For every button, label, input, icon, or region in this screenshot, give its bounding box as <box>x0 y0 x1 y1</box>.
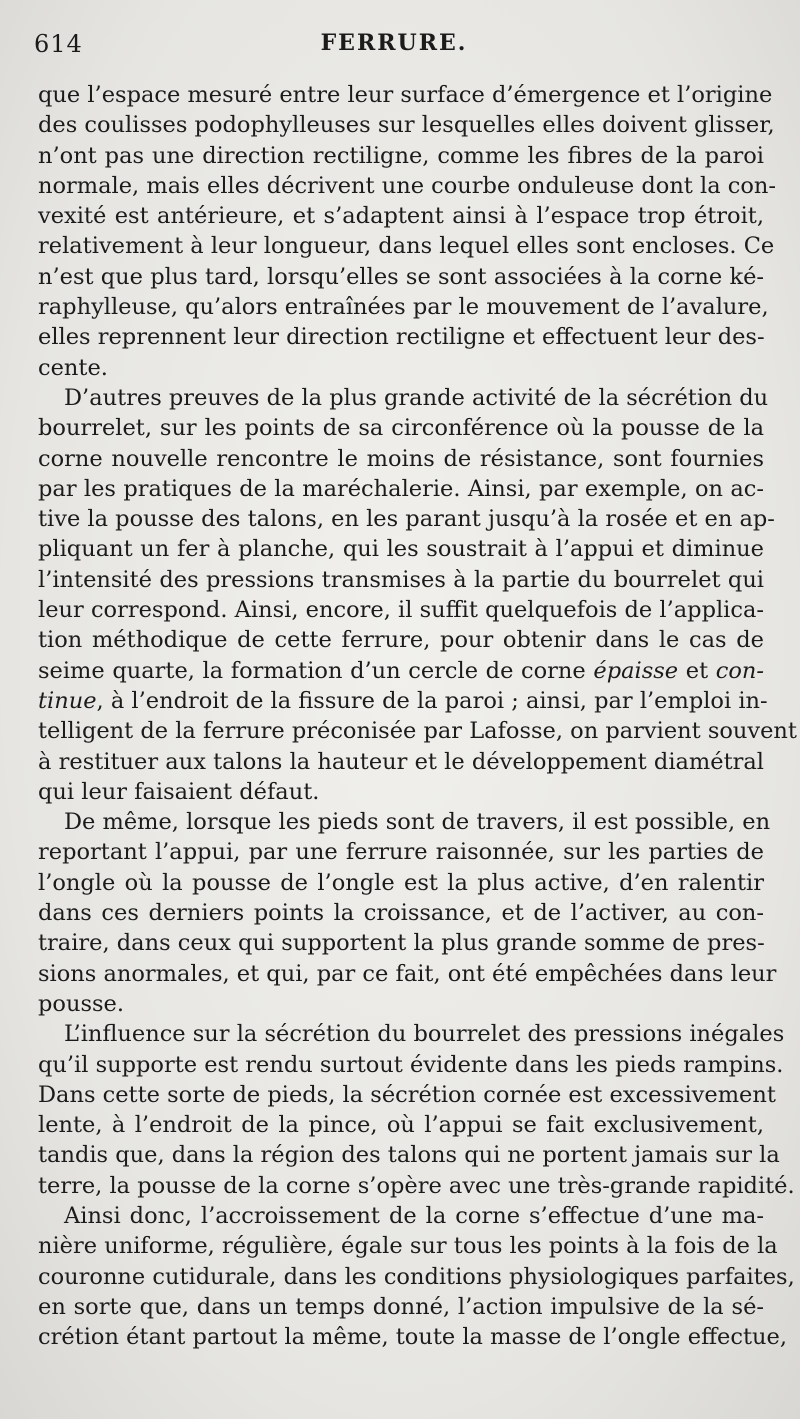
text-line <box>38 868 764 898</box>
text-line <box>38 595 764 625</box>
line-text: relativement à leur longueur, dans lequel elles sont encloses. Ce <box>38 233 775 260</box>
text-line <box>38 1140 780 1170</box>
body-text <box>38 80 797 1352</box>
line-text: D’autres preuves de la plus grande activité de la sécrétion du <box>64 384 769 411</box>
text-line <box>38 1080 776 1110</box>
line-text: normale, mais elles décrivent une courbe onduleuse dont la con- <box>38 172 777 199</box>
text-line <box>38 777 764 807</box>
line-text: leur correspond. Ainsi, encore, il suffit quelquefois de l’applica- <box>38 597 764 624</box>
text-line <box>38 807 771 837</box>
line-text: traire, dans ceux qui supportent la plus grande somme de pres- <box>38 930 765 957</box>
line-text: raphylleuse, qu’alors entraînées par le mouvement de l’avalure, <box>38 294 769 321</box>
text-line <box>38 625 764 655</box>
line-text: telligent de la ferrure préconisée par Lafosse, on parvient souvent <box>38 718 797 745</box>
line-text: sions anormales, et qui, par ce fait, ont été empêchées dans leur <box>38 960 777 987</box>
line-text: elles reprennent leur direction rectiligne et effectuent leur des- <box>38 324 765 351</box>
text-line <box>38 1231 778 1261</box>
text-line <box>38 504 775 534</box>
line-text: par les pratiques de la maréchalerie. Ainsi, par exemple, on ac- <box>38 475 764 502</box>
text-line <box>38 262 764 292</box>
text-line <box>38 444 764 474</box>
text-line <box>38 959 777 989</box>
line-text: tive la pousse des talons, en les parant jusqu’à la rosée et en ap- <box>38 506 775 533</box>
text-line <box>38 747 764 777</box>
text-line <box>38 1110 764 1140</box>
text-line <box>38 534 764 564</box>
text-line <box>38 1262 795 1292</box>
line-text: seime quarte, la formation d’un cercle de corne <box>38 657 586 684</box>
italic-text: con- <box>715 657 764 684</box>
text-line <box>38 413 764 443</box>
text-line <box>38 383 769 413</box>
text-line <box>38 656 764 686</box>
text-line <box>38 565 764 595</box>
line-text: bourrelet, sur les points de sa circonférence où la pousse de la <box>38 415 764 442</box>
line-text: couronne cutidurale, dans les conditions physiologiques parfaites, <box>38 1263 795 1290</box>
running-head: FERRURE. <box>320 30 468 56</box>
line-text: terre, la pousse de la corne s’opère avec une très-grande rapidité. <box>38 1172 795 1199</box>
line-text: l’intensité des pressions transmises à la partie du bourrelet qui <box>38 566 764 593</box>
text-line <box>38 1322 787 1352</box>
text-line <box>38 716 797 746</box>
text-line <box>38 1050 784 1080</box>
text-line <box>38 1019 785 1049</box>
line-text: des coulisses podophylleuses sur lesquelles elles doivent glisser, <box>38 112 775 139</box>
line-text: De même, lorsque les pieds sont de travers, il est possible, en <box>64 809 771 836</box>
text-line <box>38 353 764 383</box>
text-line <box>38 201 764 231</box>
line-text: que l’espace mesuré entre leur surface d’émergence et l’origine <box>38 82 773 108</box>
line-text: vexité est antérieure, et s’adaptent ainsi à l’espace trop étroit, <box>38 203 764 230</box>
page-header <box>34 30 754 66</box>
text-line <box>38 474 764 504</box>
page-number: 614 <box>34 30 83 58</box>
line-text: n’est que plus tard, lorsqu’elles se sont associées à la corne ké- <box>38 263 764 290</box>
text-line <box>38 1171 795 1201</box>
line-text: l’ongle où la pousse de l’ongle est la plus active, d’en ralentir <box>38 869 764 896</box>
line-text: Ainsi donc, l’accroissement de la corne s’effectue d’une ma- <box>64 1202 764 1229</box>
text-line <box>38 928 764 958</box>
line-text: n’ont pas une direction rectiligne, comme les fibres de la paroi <box>38 142 764 169</box>
line-text: pliquant un fer à planche, qui les soustrait à l’appui et diminue <box>38 536 764 563</box>
italic-text: tinue <box>38 687 97 714</box>
italic-text: épaisse <box>593 657 679 684</box>
line-text: L’influence sur la sécrétion du bourrelet des pressions inégales <box>64 1021 785 1048</box>
text-line <box>38 837 764 867</box>
text-line <box>38 80 773 110</box>
text-line <box>38 171 777 201</box>
line-text: en sorte que, dans un temps donné, l’action impulsive de la sé- <box>38 1293 764 1320</box>
line-text: et <box>678 657 716 684</box>
text-line <box>38 231 775 261</box>
line-text: crétion étant partout la même, toute la masse de l’ongle effectue, <box>38 1324 787 1351</box>
text-line <box>38 110 775 140</box>
line-text: tandis que, dans la région des talons qui ne portent jamais sur la <box>38 1142 780 1169</box>
text-line <box>38 1201 764 1231</box>
text-line <box>38 898 764 928</box>
line-text: reportant l’appui, par une ferrure raisonnée, sur les parties de <box>38 839 764 866</box>
line-text: tion méthodique de cette ferrure, pour obtenir dans le cas de <box>38 627 764 654</box>
line-text: à restituer aux talons la hauteur et le développement diamétral <box>38 748 764 775</box>
text-line <box>38 1292 764 1322</box>
text-line <box>38 989 764 1019</box>
line-text: Dans cette sorte de pieds, la sécrétion cornée est excessivement <box>38 1081 776 1108</box>
line-text: qui leur faisaient défaut. <box>38 778 320 805</box>
line-text: pousse. <box>38 990 125 1017</box>
line-text: qu’il supporte est rendu surtout évidente dans les pieds rampins. <box>38 1051 784 1078</box>
line-text: corne nouvelle rencontre le moins de résistance, sont fournies <box>38 445 764 472</box>
line-text: , à l’endroit de la fissure de la paroi ; ainsi, par l’emploi in- <box>96 687 768 714</box>
text-line <box>38 322 764 352</box>
line-text: cente. <box>38 354 108 381</box>
line-text: dans ces derniers points la croissance, et de l’activer, au con- <box>38 900 764 927</box>
line-text: nière uniforme, régulière, égale sur tous les points à la fois de la <box>38 1233 778 1260</box>
line-text: lente, à l’endroit de la pince, où l’appui se fait exclusivement, <box>38 1112 764 1139</box>
text-line <box>38 686 768 716</box>
text-line <box>38 292 769 322</box>
text-line <box>38 141 764 171</box>
